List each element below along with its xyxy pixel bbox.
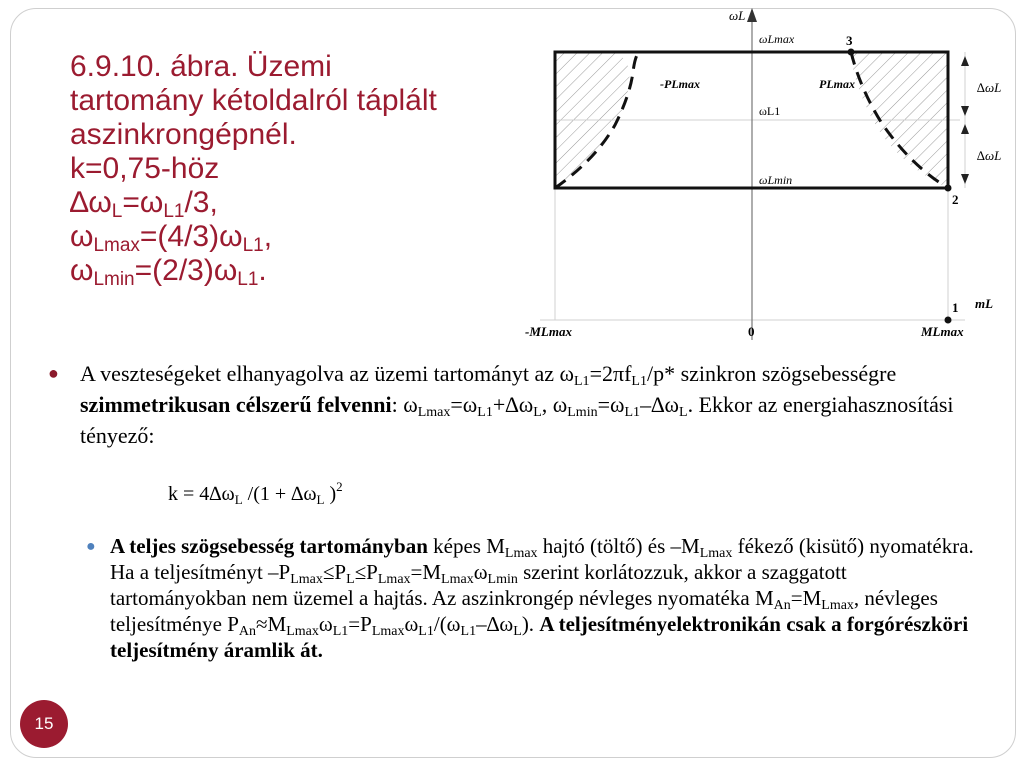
point-3-marker (848, 49, 855, 56)
omega-axis-label: ωL (729, 8, 746, 23)
point-1-marker (945, 317, 952, 324)
main-bullet (48, 358, 978, 451)
title-line-2: tartomány kétoldalról táplált (70, 84, 437, 117)
title-line-6: $\omega_{Lmax}=(4/3)\omega_{L1}$, (70, 220, 273, 256)
point-2-label: 2 (952, 192, 959, 207)
efficiency-formula: $k = 4\Delta\omega_L$ $/(1 + \Delta\omega_L$ )$^2$ (168, 479, 343, 507)
neg-m-lmax-label: -MLmax (525, 324, 572, 339)
title-line-4: k=0,75-höz (70, 152, 220, 185)
title-line-1: 6.9.10. ábra. Üzemi (70, 50, 332, 83)
origin-label: 0 (748, 324, 755, 339)
omega-lmin-label: ωLmin (759, 173, 793, 187)
title-line-5: $\Delta\omega_L=\omega_{L1}/3$, (70, 186, 218, 222)
delta-omega-lower-label: ∆ωL (977, 148, 1002, 163)
omega-lmax-label: ωLmax (759, 32, 795, 46)
operating-region-diagram (515, 0, 1015, 350)
point-3-label: 3 (846, 33, 853, 48)
m-lmax-label: MLmax (921, 324, 964, 339)
neg-p-lmax-label: -PLmax (660, 77, 700, 91)
omega-axis-arrow (747, 8, 757, 22)
sub-bullet-marker: ● (86, 538, 96, 555)
omega-l1-label: ωL1 (759, 104, 781, 118)
title-line-7: $\omega_{Lmin}=(2/3)\omega_{L1}$. (70, 254, 267, 290)
sub-bullet (86, 533, 986, 663)
slide-title (70, 50, 520, 288)
title-line-3: aszinkrongépnél. (70, 118, 297, 151)
delta-arrow-4 (961, 174, 969, 184)
page-number-badge: 15 (20, 700, 68, 748)
delta-arrow-1 (961, 56, 969, 66)
bullet-marker: ● (48, 363, 59, 383)
delta-arrow-3 (961, 124, 969, 134)
sub-bullet-text: A teljes szögsebesség tartományban képes $M_{Lmax}$ hajtó (töltő) és $-M_{Lmax}$ fékező (kisütő) nyomatékra. Ha a teljesítményt $-P_{Lmax}\le P_L\le P_{Lmax}=M_{Lmax}\omega_{Lmin}$ szerint korlátozzuk, akkor a szaggatott tartományokban nem üzemel a hajtás. Az aszinkrongép névleges nyomatéka $M_{An}=M_{Lmax}$, névleges teljesítménye $P_{An}\approx M_{Lmax}\omega_{L1}=P_{Lmax}\omega_{L1}/(\omega_{L1}-\Delta\omega_L)$. A teljesítményelektronikán csak a forgórészköri teljesítmény áramlik át. (110, 534, 974, 662)
point-2-marker (945, 185, 952, 192)
m-axis-label: mL (975, 296, 994, 311)
delta-arrow-2 (961, 106, 969, 116)
point-1-label: 1 (952, 300, 959, 315)
delta-omega-upper-label: ∆ωL (977, 80, 1002, 95)
main-bullet-text: A veszteségeket elhanyagolva az üzemi tartományt az $\omega_{L1}=2\pi f_{L1}/p*$ szinkron szögsebességre szimmetrikusan célszerű felvenni: $\omega_{Lmax}=\omega_{L1}+\Delta\omega_L$, $\omega_{Lmin}=\omega_{L1}-\Delta\omega_L$. Ekkor az energiahasznosítási tényező: (80, 361, 954, 448)
p-lmax-label: PLmax (819, 77, 855, 91)
